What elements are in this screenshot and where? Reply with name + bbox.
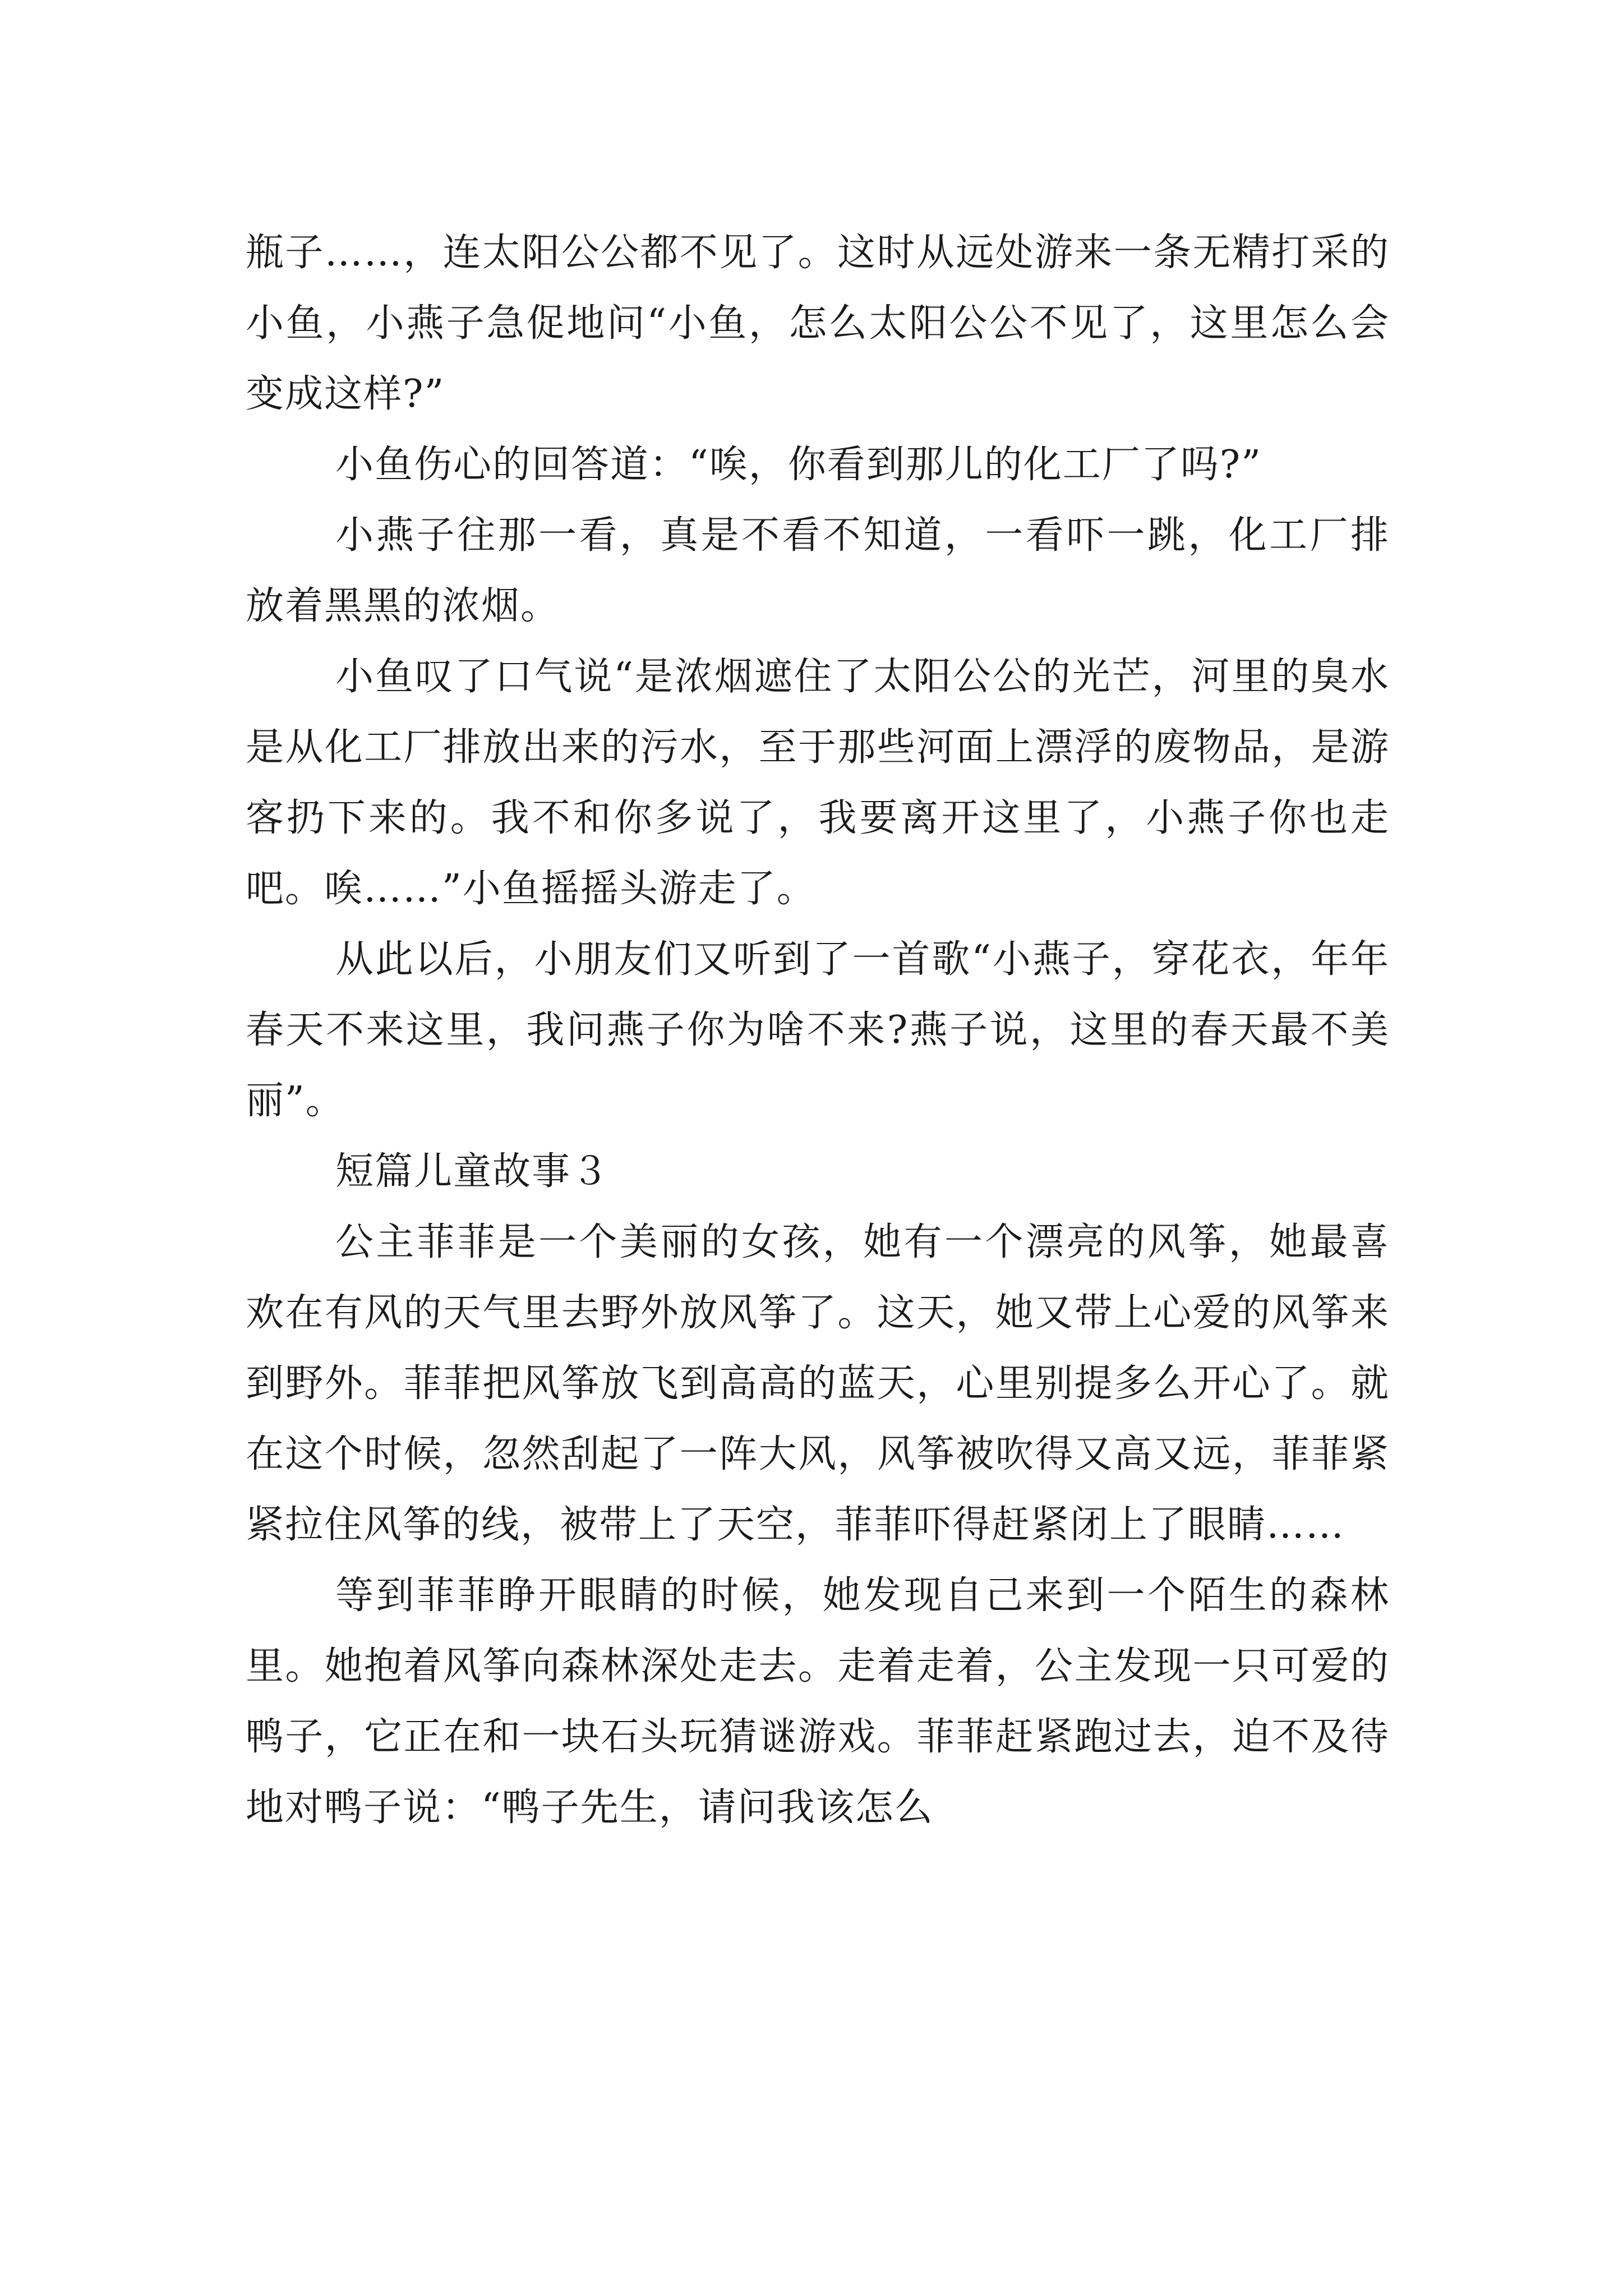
paragraph: 从此以后，小朋友们又听到了一首歌“小燕子，穿花衣，年年春天不来这里，我问燕子你为啥不来?燕子说，这里的春天最不美丽”。	[246, 937, 1390, 1123]
paragraph: 小鱼叹了口气说“是浓烟遮住了太阳公公的光芒，河里的臭水是从化工厂排放出来的污水，至于那些河面上漂浮的废物品，是游客扔下来的。我不和你多说了，我要离开这里了，小燕子你也走吧。唉……”小鱼摇摇头游走了。	[246, 655, 1390, 911]
paragraph: 小燕子往那一看，真是不看不知道，一看吓一跳，化工厂排放着黑黑的浓烟。	[246, 513, 1390, 628]
document-body	[246, 218, 1390, 1843]
section-heading: 短篇儿童故事３	[335, 1149, 611, 1194]
paragraph: 等到菲菲睁开眼睛的时候，她发现自己来到一个陌生的森林里。她抱着风筝向森林深处走去。走着走着，公主发现一只可爱的鸭子，它正在和一块石头玩猜谜游戏。菲菲赶紧跑过去，迫不及待地对鸭子说：“鸭子先生，请问我该怎么	[246, 1573, 1390, 1830]
paragraph: 小鱼伤心的回答道：“唉，你看到那儿的化工厂了吗?”	[335, 443, 1262, 487]
paragraph-continued: 瓶子……，连太阳公公都不见了。这时从远处游来一条无精打采的小鱼，小燕子急促地问“小鱼，怎么太阳公公不见了，这里怎么会变成这样?”	[246, 231, 1390, 416]
paragraph: 公主菲菲是一个美丽的女孩，她有一个漂亮的风筝，她最喜欢在有风的天气里去野外放风筝了。这天，她又带上心爱的风筝来到野外。菲菲把风筝放飞到高高的蓝天，心里别提多么开心了。就在这个时候，忽然刮起了一阵大风，风筝被吹得又高又远，菲菲紧紧拉住风筝的线，被带上了天空，菲菲吓得赶紧闭上了眼睛……	[246, 1220, 1390, 1547]
